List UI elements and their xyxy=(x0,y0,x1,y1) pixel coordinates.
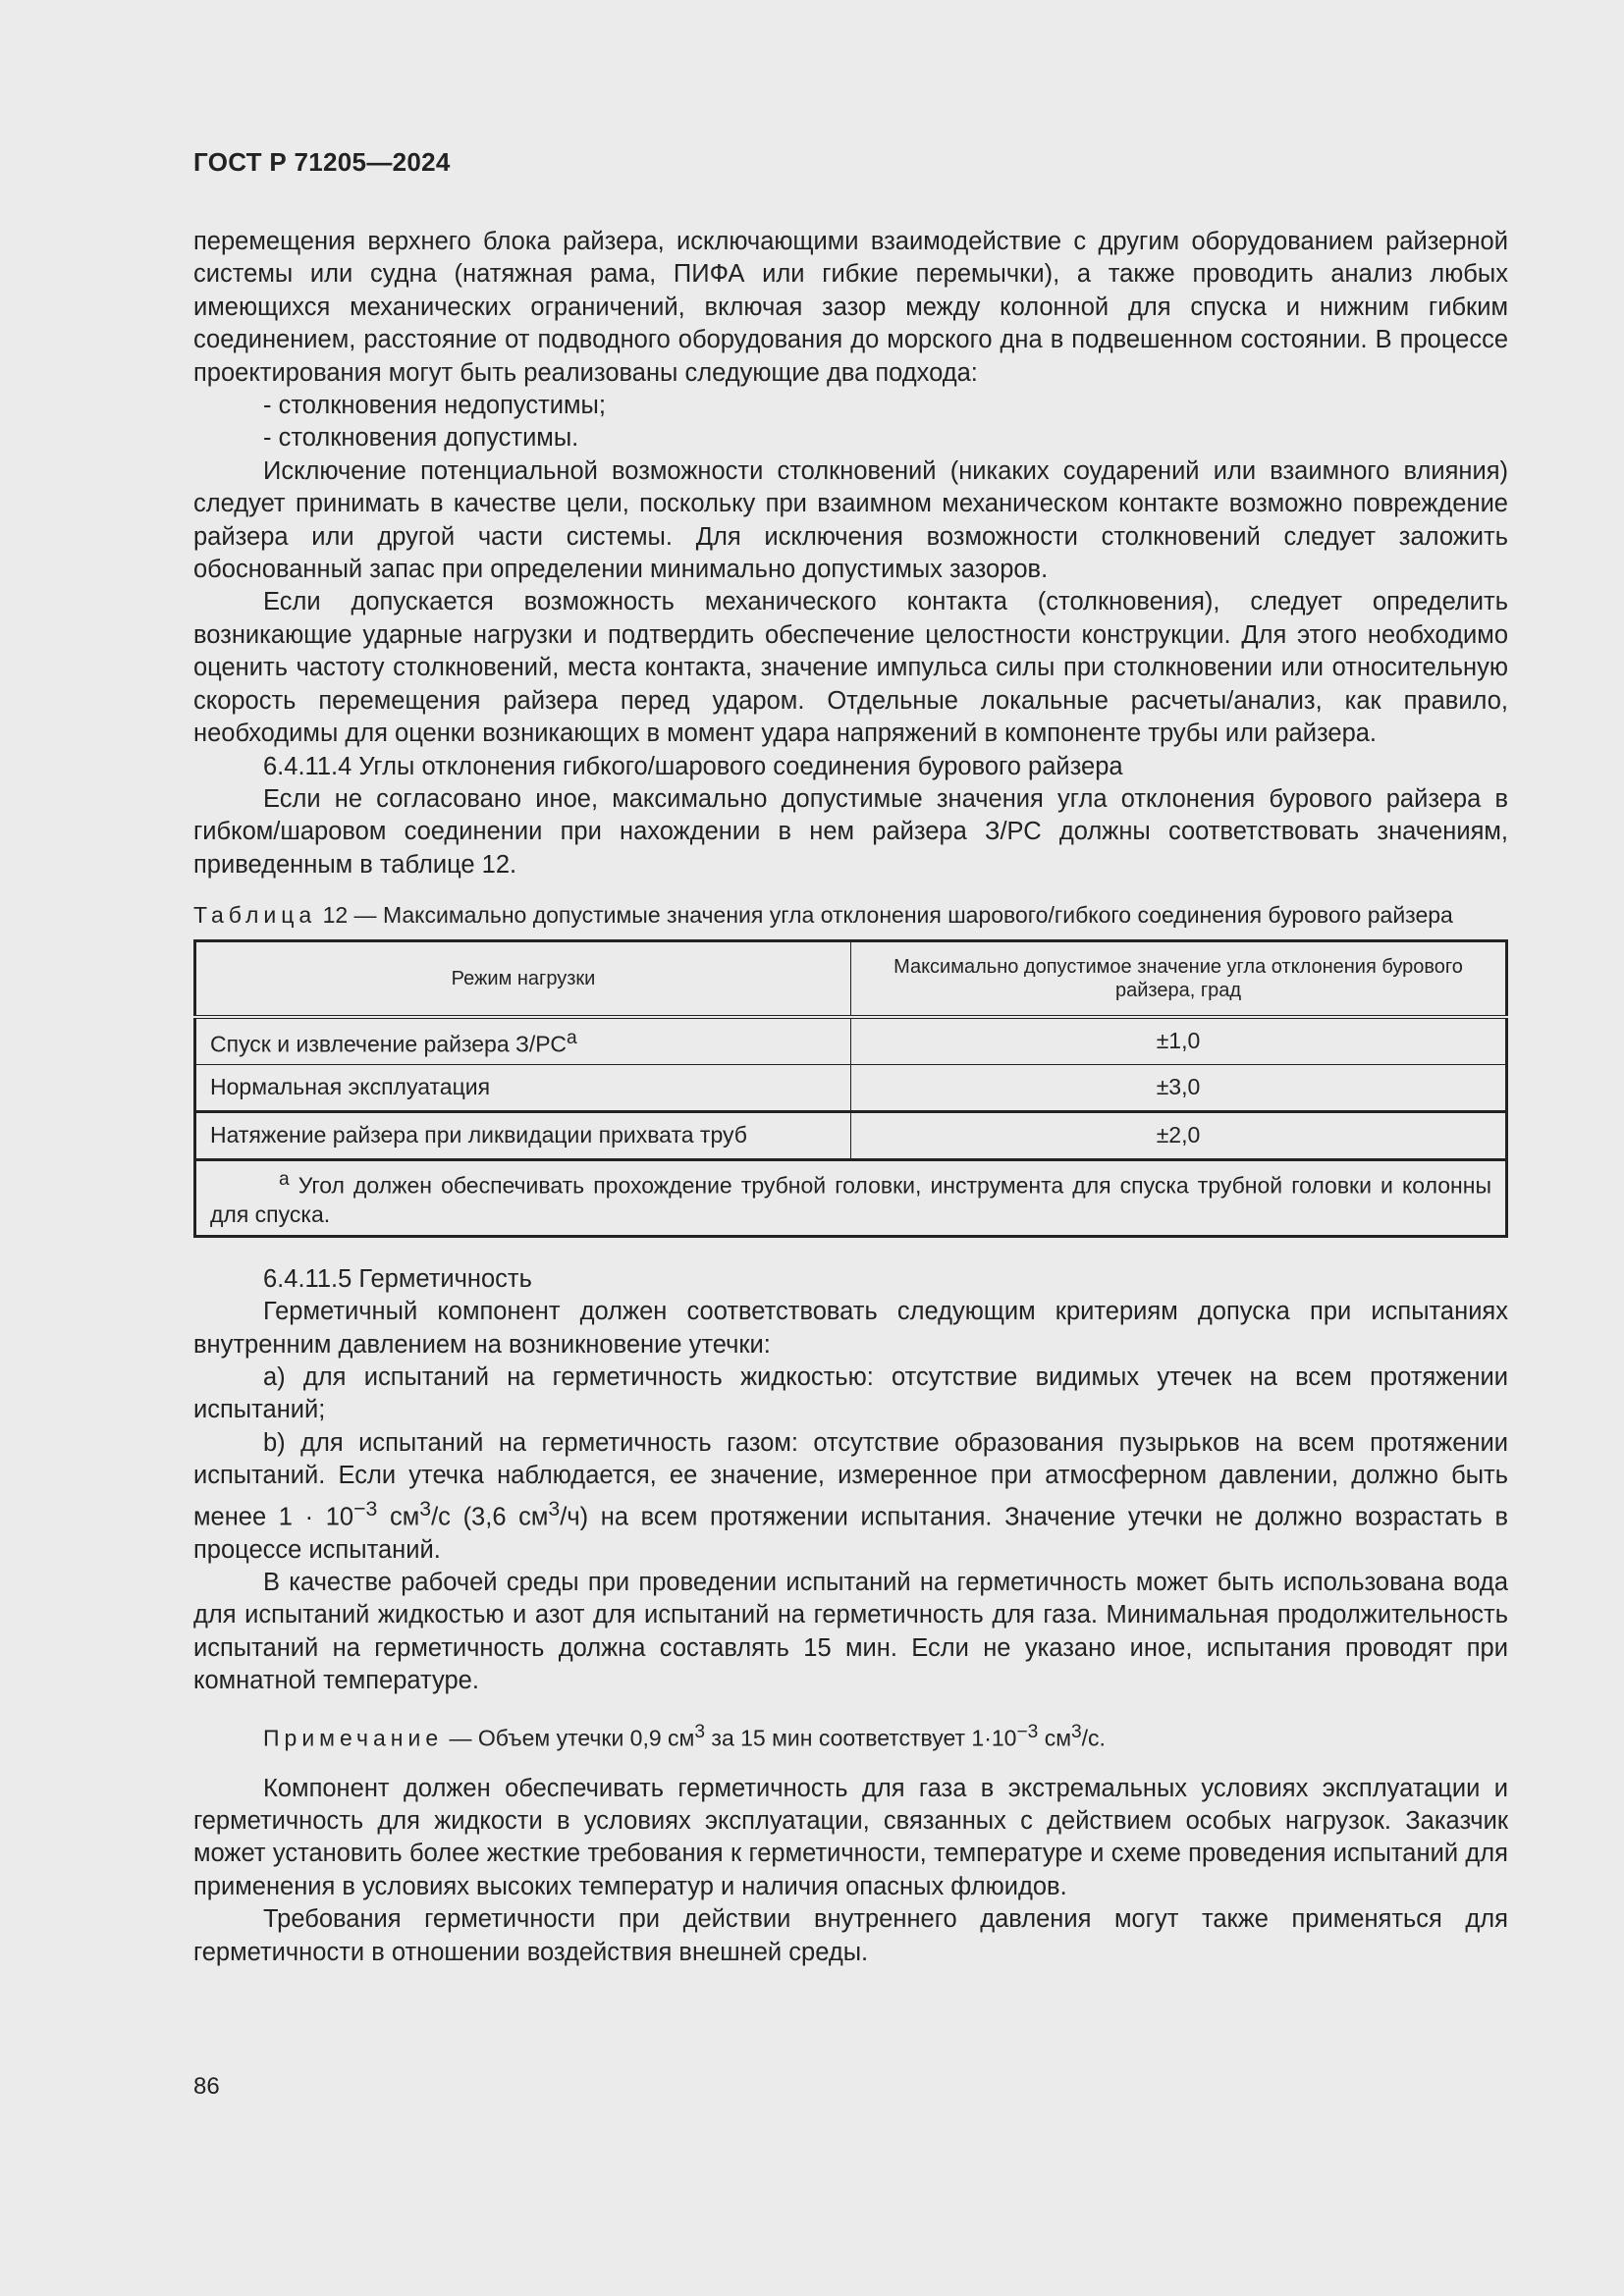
table-cell: ±2,0 xyxy=(851,1112,1507,1160)
table-footnote-row xyxy=(195,1160,1507,1237)
note xyxy=(193,1716,1508,1755)
table-cell xyxy=(195,1017,851,1065)
section-heading: 6.4.11.5 Герметичность xyxy=(263,1264,532,1293)
text-run: см xyxy=(377,1503,420,1531)
paragraph: Если не согласовано иное, максимально допустимые значения угла отклонения бурового райзера в гибком/шаровом соединении при нахождении в нем райзера З/РС должны соответствовать значениям, приведенным в таблице 12. xyxy=(193,784,1508,879)
table-cell-text: Спуск и извлечение райзера З/РС xyxy=(210,1031,567,1057)
table-cell: ±3,0 xyxy=(851,1065,1507,1112)
superscript: 3 xyxy=(694,1721,706,1742)
paragraph: Герметичный компонент должен соответствовать следующим критериям допуска при испытаниях внутренним давлением на возникновение утечки: xyxy=(193,1298,1508,1359)
table-header-cell: Максимально допустимое значение угла отклонения бурового райзера, град xyxy=(851,941,1507,1018)
page-number: 86 xyxy=(193,2073,220,2100)
text-run: — Объем утечки 0,9 см xyxy=(443,1725,695,1751)
paragraph-continuation: перемещения верхнего блока райзера, исключающими взаимодействие с другим оборудованием райзерной системы или судна (натяжная рама, ПИФА или гибкие перемычки), а также проводить анализ любых имеющихся механических ограничений, включая зазор между колонной для спуска и нижним гибким соединением, расстояние от подводного оборудования до морского дна в подвешенном состоянии. В процессе проектирования могут быть реализованы следующие два подхода: xyxy=(193,228,1508,387)
list-item: - столкновения допустимы. xyxy=(263,424,579,453)
text-run: /с. xyxy=(1081,1725,1106,1751)
table-row xyxy=(195,1017,1507,1065)
list-item: a) для испытаний на герметичность жидкостью: отсутствие видимых утечек на всем протяжении испытаний; xyxy=(193,1363,1508,1424)
footnote-ref: a xyxy=(567,1028,577,1049)
table-caption-label: Таблица xyxy=(193,902,317,929)
table-row xyxy=(195,1112,1507,1160)
table-caption xyxy=(193,901,1508,930)
list-item: - столкновения недопустимы; xyxy=(263,392,606,420)
text-run: b) для испытаний на герметичность газом: отсутствие образования пузырьков на всем протяжении испытаний. Если утечка наблюдается, ее значение, измеренное при атмосферном давлении, должно быть менее 1 · 10 xyxy=(193,1428,1508,1531)
text-run: /ч) на всем протяжении испытания. Значение утечки не должно возрастать в процессе испытаний. xyxy=(193,1503,1508,1564)
footnote-text: Угол должен обеспечивать прохождение трубной головки, инструмента для спуска трубной головки и колонны для спуска. xyxy=(210,1172,1491,1227)
paragraph: Компонент должен обеспечивать герметичность для газа в экстремальных условиях эксплуатации и герметичность для жидкости в условиях эксплуатации, связанных с действием особых нагрузок. Заказчик может установить более жесткие требования к герметичности, температуре и схеме проведения испытаний для применения в условиях высоких температур и наличия опасных флюидов. xyxy=(193,1774,1508,1900)
paragraph: Если допускается возможность механического контакта (столкновения), следует определить возникающие ударные нагрузки и подтвердить обеспечение целостности конструкции. Для этого необходимо оценить частоту столкновений, места контакта, значение импульса силы при столкновении или относительную скорость перемещения райзера перед ударом. Отдельные локальные расчеты/анализ, как правило, необходимы для оценки возникающих в момент удара напряжений в компоненте трубы или райзера. xyxy=(193,588,1508,748)
superscript: 3 xyxy=(419,1496,432,1521)
text-run: /с (3,6 см xyxy=(431,1503,549,1531)
footnote-mark: a xyxy=(279,1169,290,1191)
section-heading: 6.4.11.4 Углы отклонения гибкого/шарового соединения бурового райзера xyxy=(263,752,1123,780)
superscript: 3 xyxy=(1071,1721,1082,1742)
table-footnote xyxy=(195,1160,1507,1237)
note-label: Примечание xyxy=(263,1725,444,1751)
paragraph: Требования герметичности при действии внутреннего давления могут также применяться для герметичности в отношении воздействия внешней среды. xyxy=(193,1905,1508,1966)
table-cell: Нормальная эксплуатация xyxy=(195,1065,851,1112)
table-cell: ±1,0 xyxy=(851,1017,1507,1065)
text-run: за 15 мин соответствует 1·10 xyxy=(705,1725,1017,1751)
table-header-cell: Режим нагрузки xyxy=(195,941,851,1018)
superscript: 3 xyxy=(548,1496,561,1521)
document-body xyxy=(193,226,1508,1969)
table-header-row xyxy=(195,941,1507,1018)
deflection-angle-table xyxy=(193,939,1508,1238)
paragraph: Исключение потенциальной возможности столкновений (никаких соударений или взаимного влияния) следует принимать в качестве цели, поскольку при взаимном механическом контакте возможно повреждение райзера или другой части системы. Для исключения возможности столкновений следует заложить обоснованный запас при определении минимально допустимых зазоров. xyxy=(193,456,1508,584)
list-item xyxy=(193,1427,1508,1567)
document-header: ГОСТ Р 71205—2024 xyxy=(193,147,451,177)
paragraph: В качестве рабочей среды при проведении испытаний на герметичность может быть использована вода для испытаний жидкостью и азот для испытаний на герметичность для газа. Минимальная продолжительность испытаний на герметичность должна составлять 15 мин. Если не указано иное, испытания проводят при комнатной температуре. xyxy=(193,1568,1508,1695)
table-caption-text: 12 — Максимально допустимые значения угла отклонения шарового/гибкого соединения бурового райзера xyxy=(316,902,1453,929)
text-run: см xyxy=(1038,1725,1072,1751)
table-row xyxy=(195,1065,1507,1112)
superscript: −3 xyxy=(1016,1721,1039,1742)
table-cell: Натяжение райзера при ликвидации прихвата труб xyxy=(195,1112,851,1160)
superscript: −3 xyxy=(353,1496,378,1521)
